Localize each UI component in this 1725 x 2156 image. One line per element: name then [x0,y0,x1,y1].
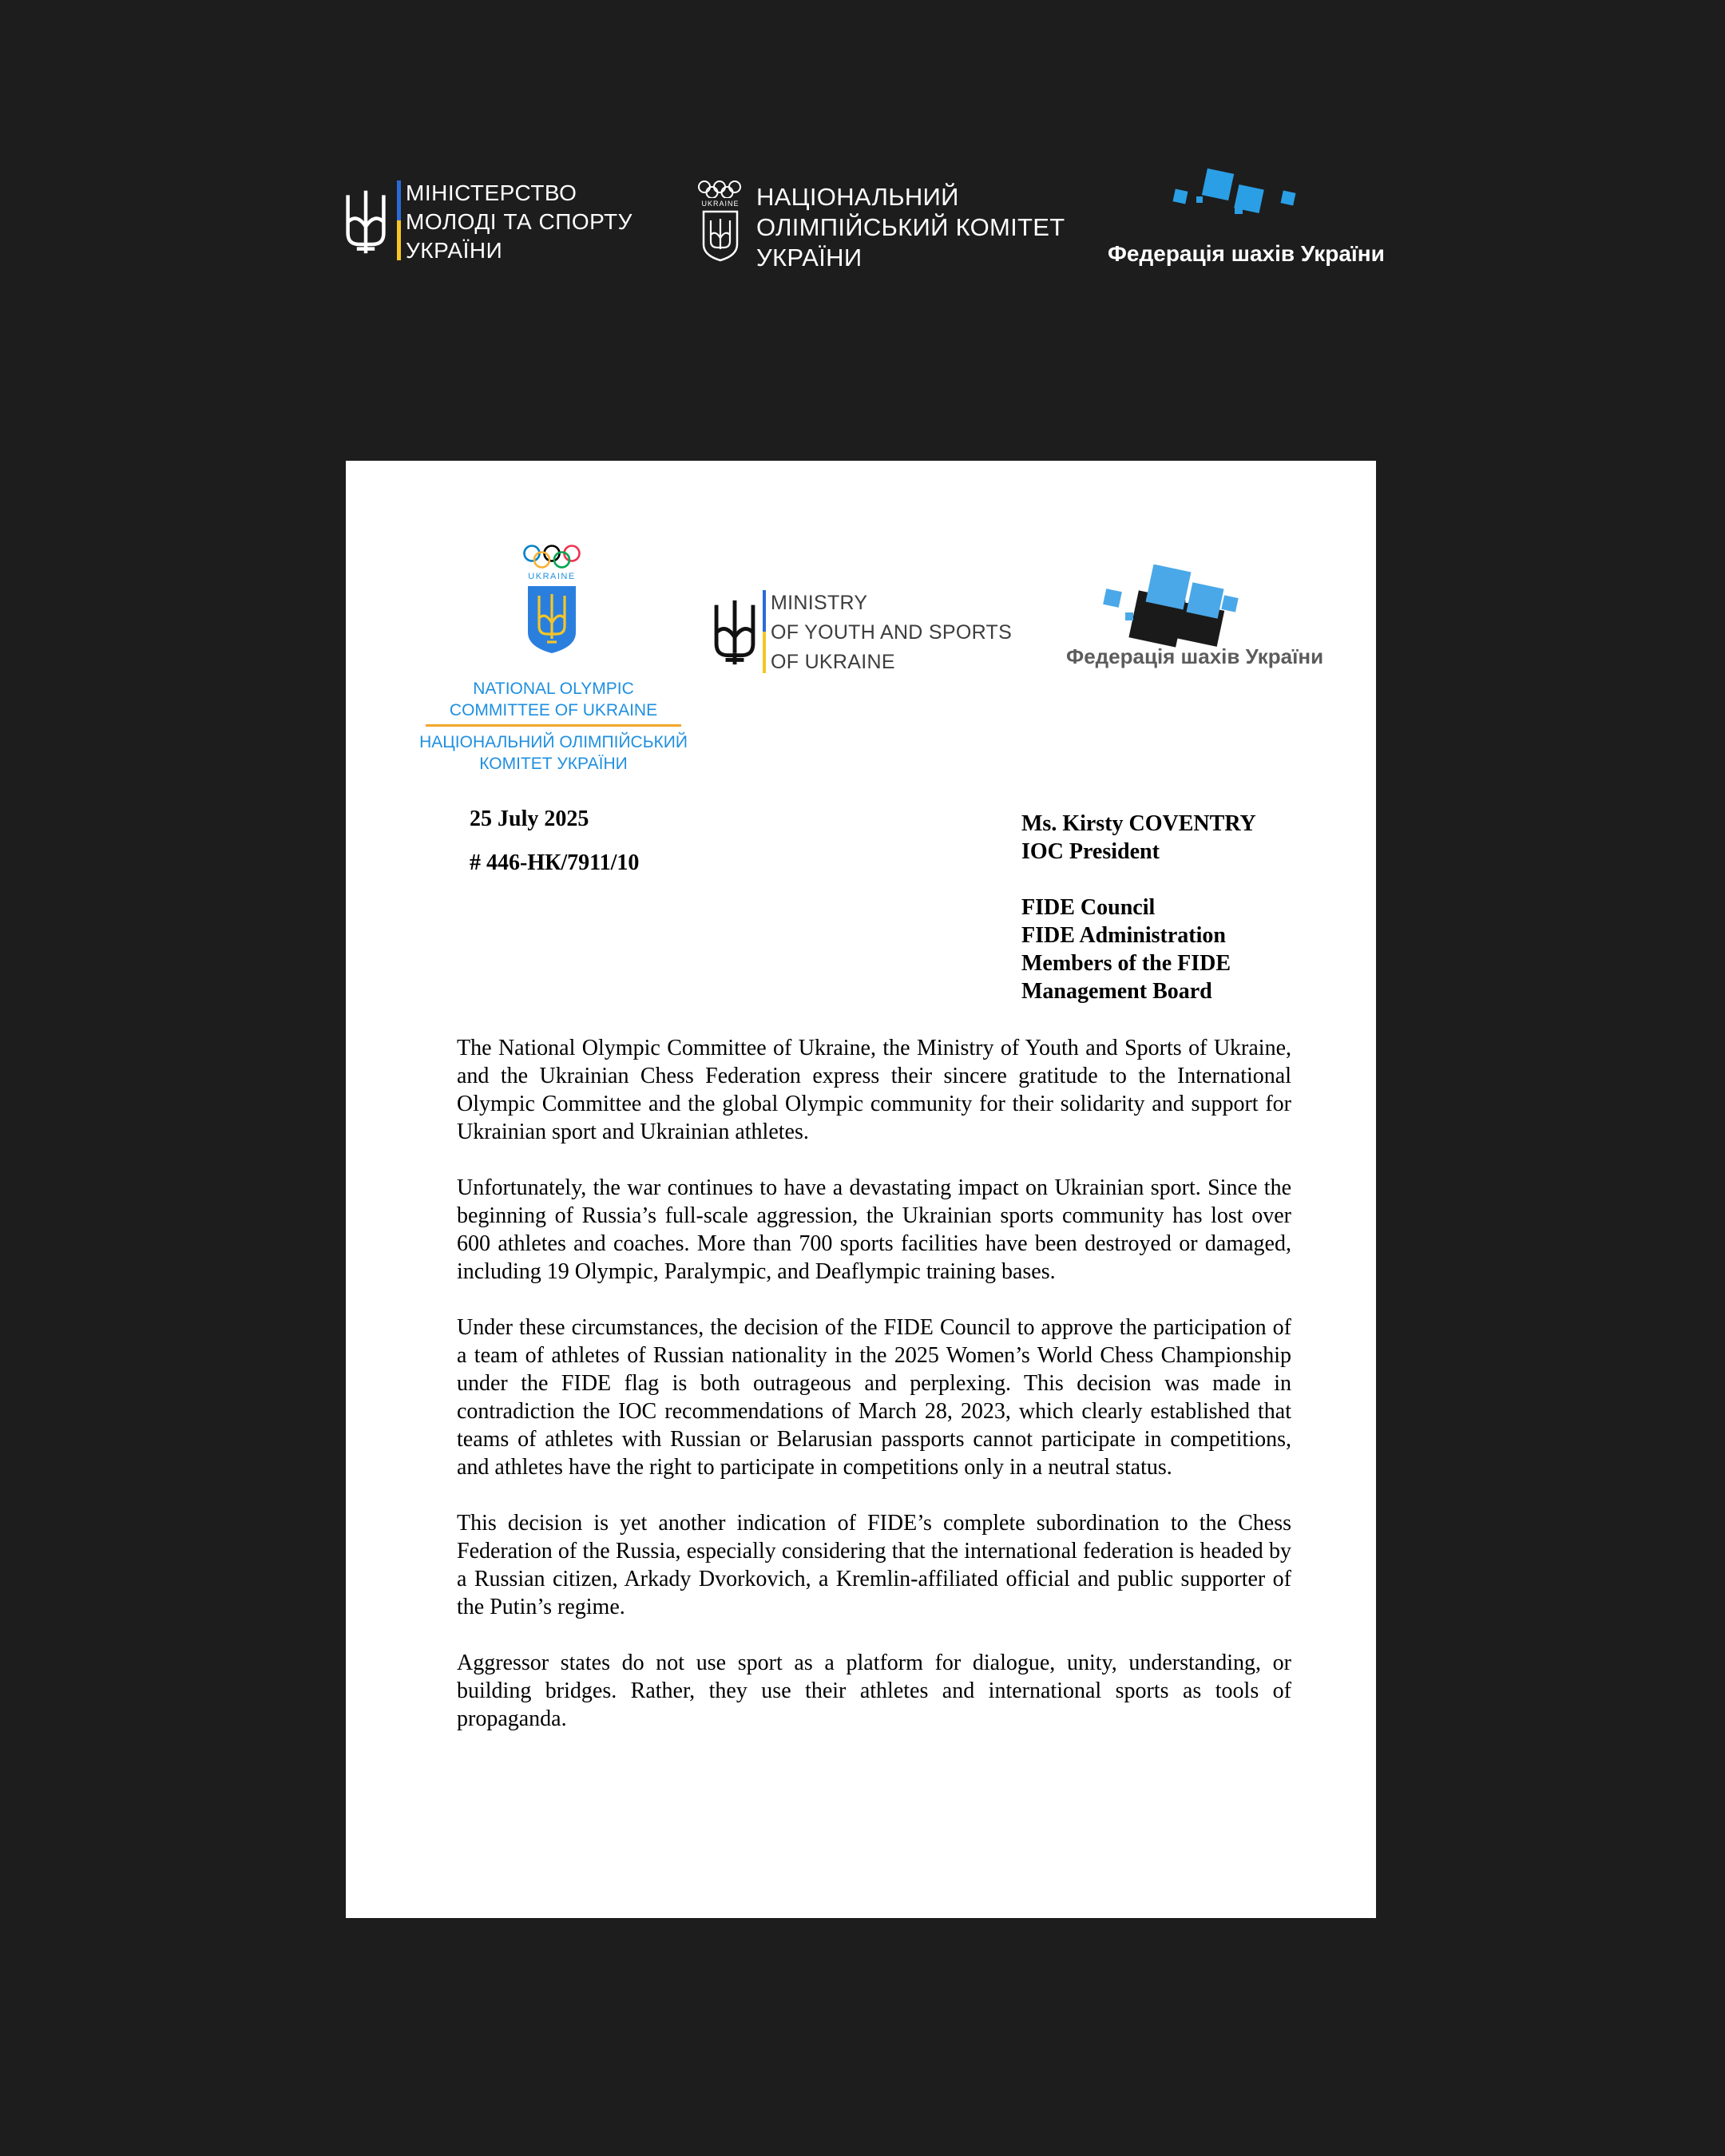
ministry-letterhead [712,590,1063,686]
ucf-name-top: Федерація шахів України [1108,241,1385,266]
letter-body [457,1034,1291,1761]
ucf-letterhead [1065,565,1328,684]
recipient-line: Members of the FIDE [1021,951,1231,976]
noc-name-ua: НАЦІОНАЛЬНИЙ ОЛІМПІЙСЬКИЙ КОМІТЕТ УКРАЇНИ [419,733,688,773]
ministry-name-top: МІНІСТЕРСТВО МОЛОДІ ТА СПОРТУ УКРАЇНИ [406,180,632,263]
trident-icon [343,188,388,256]
noc-divider [426,724,681,727]
ministry-bar-blue [763,590,766,632]
recipients-block [1021,810,1256,1005]
recipient-line [1021,866,1256,894]
olympic-rings-icon [696,180,743,198]
letter-date: 25 July 2025 [470,807,589,831]
noc-letterhead [410,545,697,784]
shield-trident-icon [526,585,577,655]
ministry-name: MINISTRY OF YOUTH AND SPORTS OF UKRAINE [771,592,1013,673]
letter-sheet [346,461,1376,1918]
noc-emblem-label-top: UKRAINE [701,200,740,208]
ucf-squares-icon [1172,164,1300,224]
noc-logo-top [693,180,749,268]
olympic-rings-icon [521,545,582,569]
body-paragraph: Aggressor states do not use sport as a platform for dialogue, unity, understanding, or building bridges. Rather, they use their athletes and international sports as tools of propaganda. [457,1651,1291,1731]
noc-emblem-label: UKRAINE [528,572,576,581]
header-logos [0,0,1725,335]
recipient-line: IOC President [1021,839,1160,864]
ministry-bar-yellow [763,632,766,673]
recipient-line: FIDE Administration [1021,923,1226,948]
trident-icon [712,598,758,667]
body-paragraph: This decision is yet another indication of FIDE’s complete subordination to the Chess Federation of the Russia, especially considering that the international federation is headed by a Russian citizen, Arkady Dvorkovich, a Kremlin-affiliated official and public supporter of the Putin’s regime. [457,1511,1291,1619]
body-paragraph: The National Olympic Committee of Ukraine, the Ministry of Youth and Sports of Ukraine, and the Ukrainian Chess Federation express their sincere gratitude to the International Olympic Committee and the global Olympic community for their solidarity and support for Ukrainian sport and Ukrainian athletes. [457,1036,1291,1144]
ucf-name: Федерація шахів України [1066,644,1324,668]
noc-name-en: NATIONAL OLYMPIC COMMITTEE OF UKRAINE [449,680,658,719]
body-paragraph: Under these circumstances, the decision of the FIDE Council to approve the participation of a team of athletes of Russian nationality in the 2025 Women’s World Chess Championship under the FIDE flag is both outrageous and perplexing. This decision was made in contradiction the IOC recommendations of March 28, 2023, which clearly established that teams of athletes with Russian or Belarusian passports cannot participate in competitions, and athletes have the right to participate in competitions only in a neutral status. [457,1315,1291,1480]
ministry-bar-yellow [397,220,401,260]
shield-trident-icon [701,209,740,262]
ministry-bar-blue [397,180,401,220]
recipient-line: Management Board [1021,979,1212,1004]
ucf-squares-icon [1101,565,1245,652]
body-paragraph: Unfortunately, the war continues to have a devastating impact on Ukrainian sport. Since the beginning of Russia’s full-scale aggression, the Ukrainian sports community has lost over 600 athletes and coaches. More than 700 sports facilities have been destroyed or damaged, including 19 Olympic, Paralympic, and Deaflympic training bases. [457,1175,1291,1284]
recipient-line: Ms. Kirsty COVENTRY [1021,811,1256,836]
noc-name-top: НАЦІОНАЛЬНИЙ ОЛІМПІЙСЬКИЙ КОМІТЕТ УКРАЇНИ [756,183,1065,271]
letter-reference: # 446-НК/7911/10 [470,850,640,875]
recipient-line: FIDE Council [1021,895,1156,920]
